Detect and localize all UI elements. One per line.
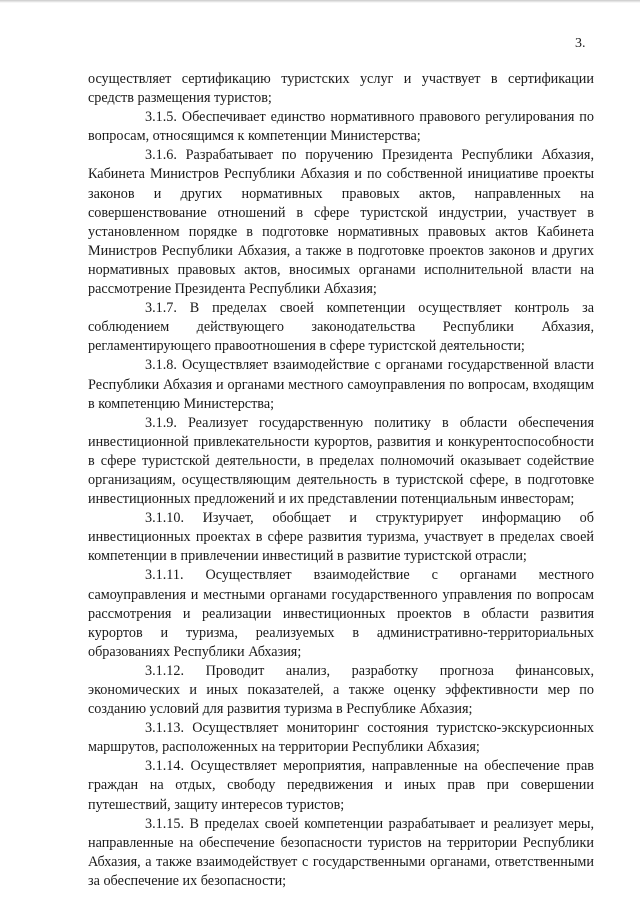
- paragraph-3-1-6: 3.1.6. Разрабатывает по поручению Президента Республики Абхазия, Кабинета Министров Республики Абхазия и по собственной инициативе проекты законов и других нормативных правовых актов, направленных на совершенствование отношений в сфере туристской индустрии, участвует в установленном порядке в подготовке нормативных правовых актов Кабинета Министров Республики Абхазия, а также в подготовке проектов законов и других нормативных правовых актов, вносимых органами исполнительной власти на рассмотрение Президента Республики Абхазия;: [88, 147, 594, 298]
- paragraph-3-1-11: 3.1.11. Осуществляет взаимодействие с органами местного самоуправления и местными органами государственного управления по вопросам рассмотрения и реализации инвестиционных проектов в области развития курортов и туризма, реализуемых в административно-территориальных образованиях Республики Абхазия;: [88, 567, 594, 660]
- paragraph-3-1-13: 3.1.13. Осуществляет мониторинг состояния туристско-экскурсионных маршрутов, расположенных на территории Республики Абхазия;: [88, 720, 594, 756]
- paragraph-3-1-15: 3.1.15. В пределах своей компетенции разрабатывает и реализует меры, направленные на обеспечение безопасности туристов на территории Республики Абхазия, а также взаимодействует с государственными органами, ответственными за обеспечение их безопасности;: [88, 815, 594, 889]
- paragraph-3-1-10: 3.1.10. Изучает, обобщает и структурирует информацию об инвестиционных проектах в сфере развития туризма, участвует в пределах своей компетенции в привлечении инвестиций в развитие туристской отрасли;: [88, 510, 594, 565]
- document-body: [88, 70, 594, 891]
- paragraph-3-1-12: 3.1.12. Проводит анализ, разработку прогноза финансовых, экономических и иных показателей, а также оценку эффективности мер по созданию условий для развития туризма в Республике Абхазия;: [88, 662, 594, 718]
- paragraph-3-1-7: 3.1.7. В пределах своей компетенции осуществляет контроль за соблюдением действующего законодательства Республики Абхазия, регламентирующего правоотношения в сфере туристской деятельности;: [88, 300, 594, 355]
- paragraph-3-1-8: 3.1.8. Осуществляет взаимодействие с органами государственной власти Республики Абхазия и органами местного самоуправления по вопросам, входящим в компетенцию Министерства;: [88, 357, 594, 412]
- paragraph-continuation: осуществляет сертификацию туристских услуг и участвует в сертификации средств размещения туристов;: [88, 71, 594, 107]
- paragraph-3-1-5: 3.1.5. Обеспечивает единство нормативного правового регулирования по вопросам, относящимся к компетенции Министерства;: [88, 109, 594, 145]
- page-number: 3.: [575, 36, 586, 51]
- paragraph-3-1-9: 3.1.9. Реализует государственную политику в области обеспечения инвестиционной привлекательности курортов, развития и конкурентоспособности в сфере туристской деятельности, в пределах полномочий оказывает содействие организациям, осуществляющим деятельность в туристской сфере, в подготовке инвестиционных предложений и их представлении потенциальным инвесторам;: [88, 414, 594, 508]
- paragraph-3-1-14: 3.1.14. Осуществляет мероприятия, направленные на обеспечение прав граждан на отдых, свободу передвижения и иных прав при совершении путешествий, защиту интересов туристов;: [88, 758, 594, 813]
- scan-edge: [0, 0, 640, 3]
